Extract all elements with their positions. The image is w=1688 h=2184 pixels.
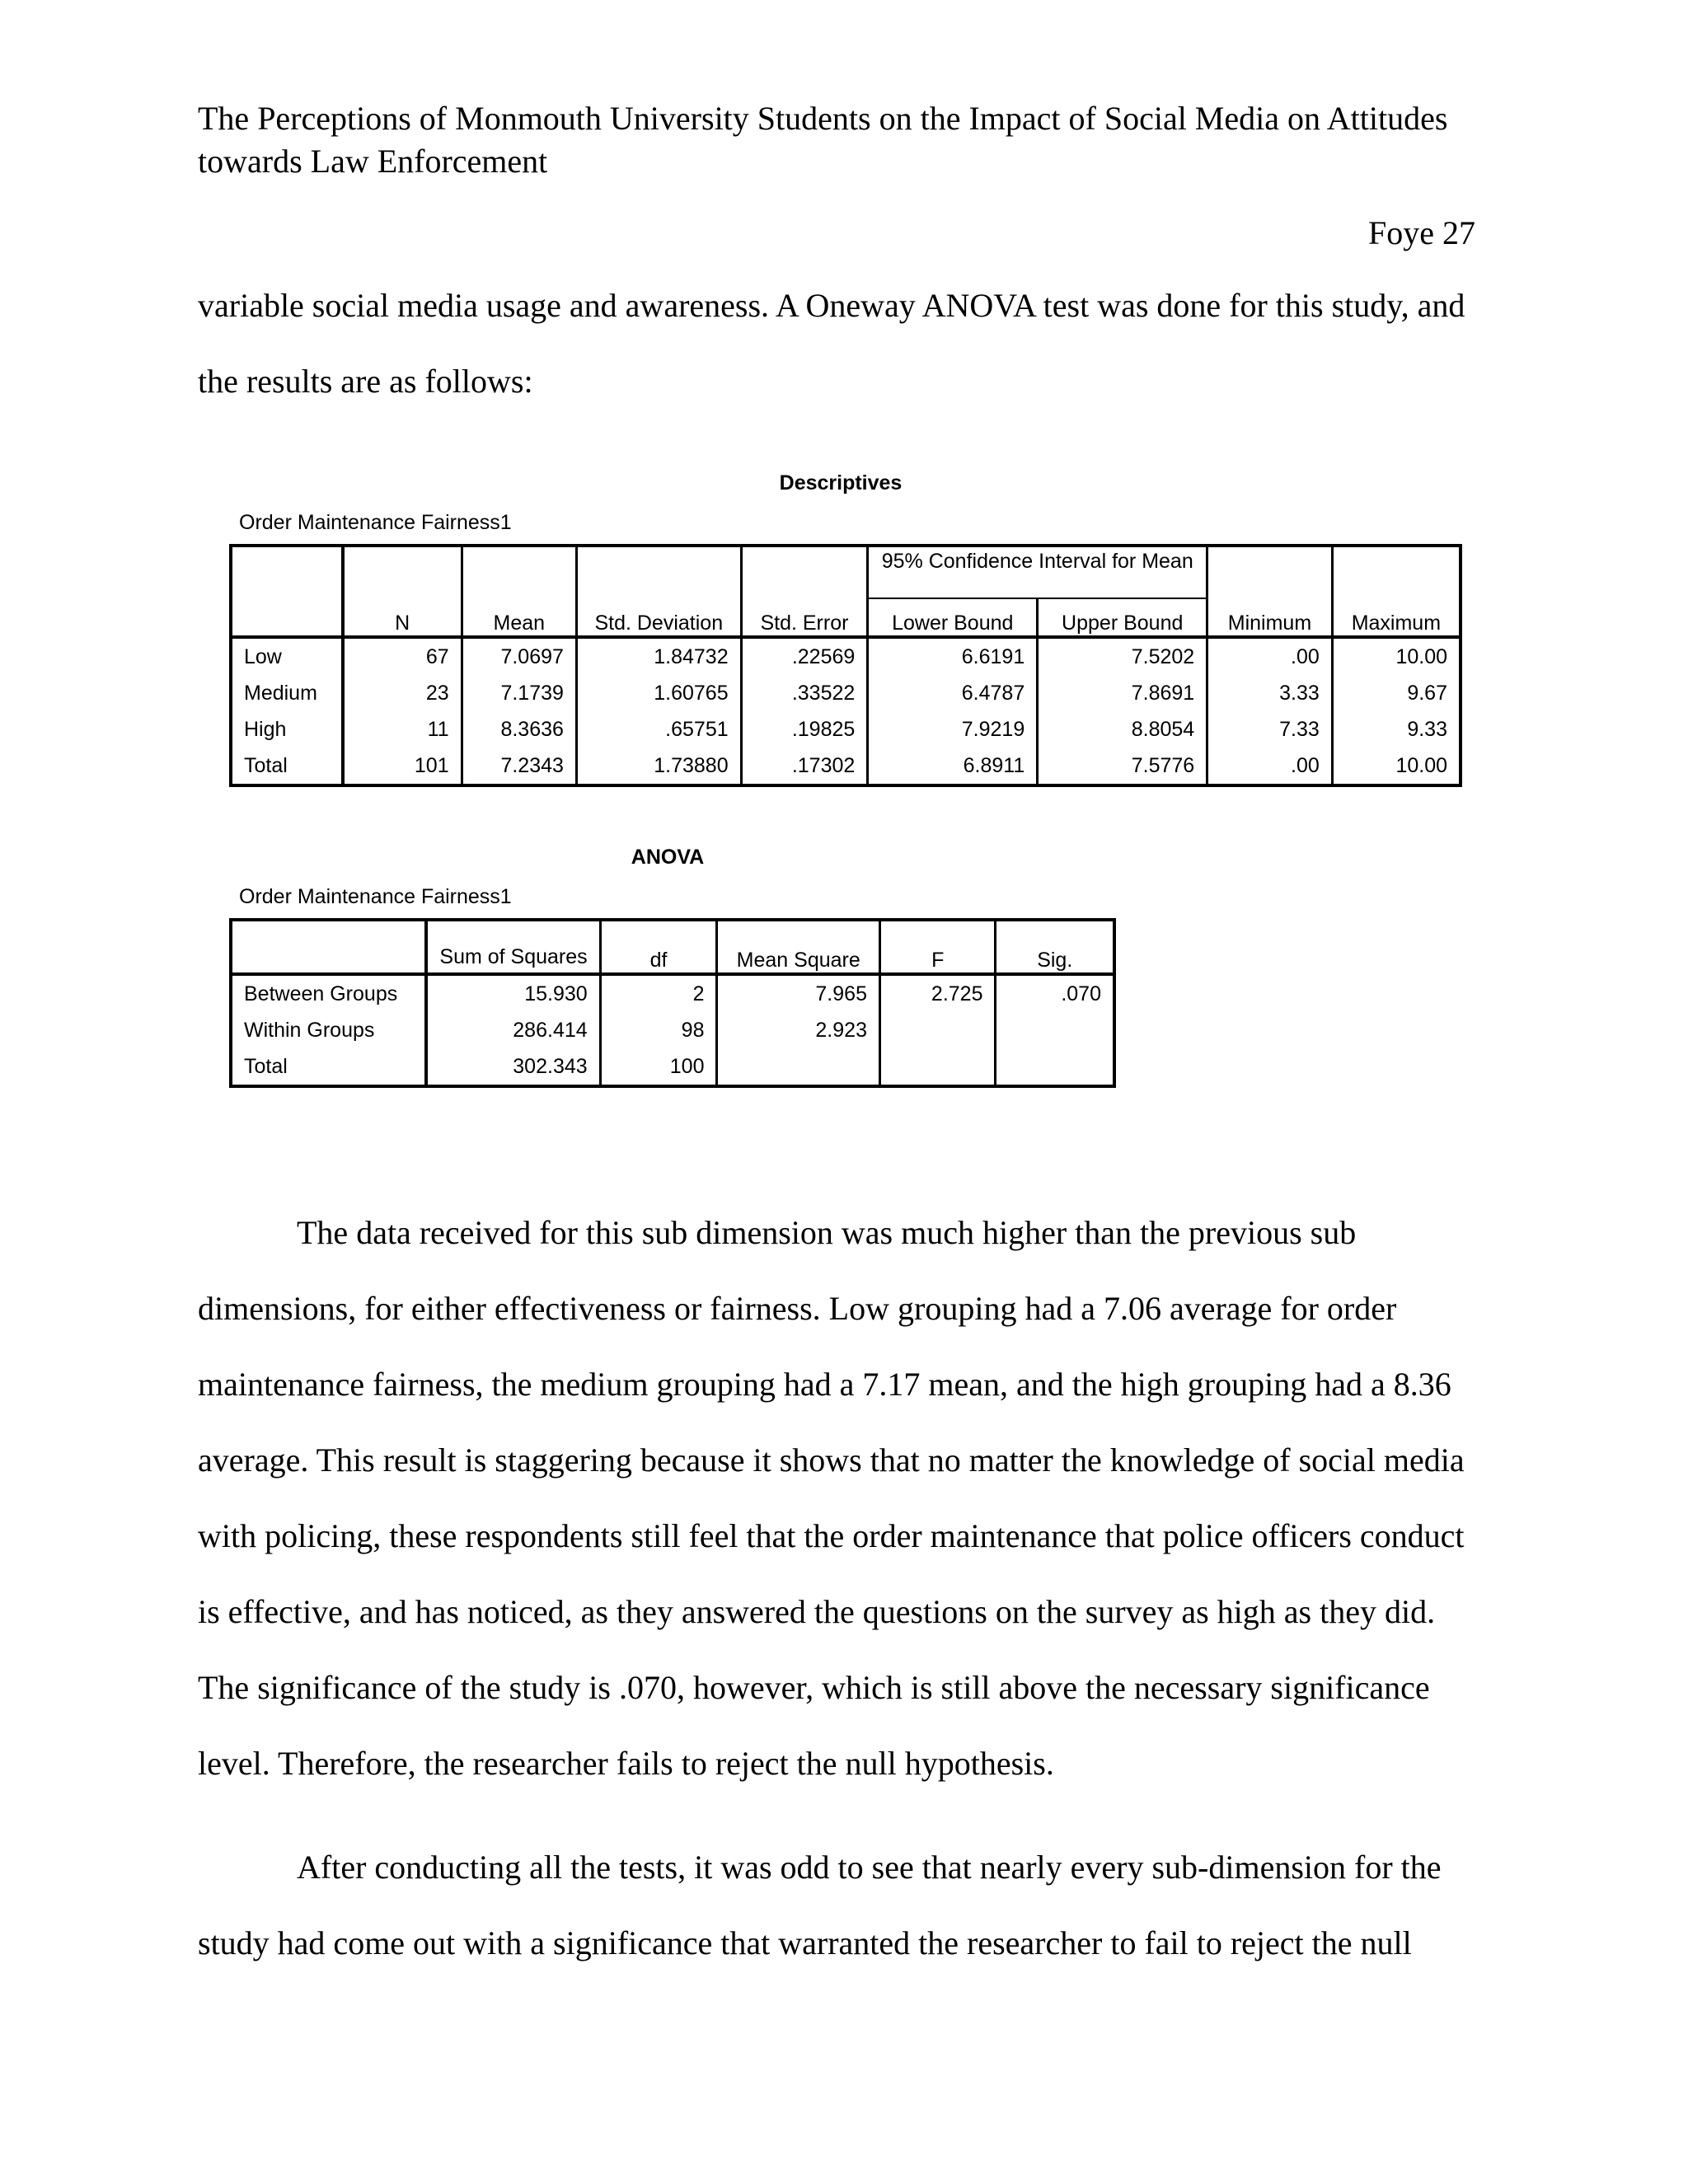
- table-cell: 15.930: [426, 974, 600, 1012]
- row-label: Medium: [231, 675, 343, 711]
- anova-table: [229, 918, 1116, 1088]
- table-cell: 11: [343, 711, 462, 748]
- table-cell: 1.84732: [576, 637, 741, 675]
- descriptives-title: Descriptives: [779, 471, 903, 494]
- row-label: High: [231, 711, 343, 748]
- table-row: [231, 711, 1461, 748]
- table-cell: 7.5202: [1038, 637, 1207, 675]
- col-header: Std. Deviation: [576, 598, 741, 637]
- discussion-paragraph: The data received for this sub dimension was much higher than the previous sub dimensions, for either effectiveness or fairness. Low grouping had a 7.06 average for order maintenance fairness, the medium grouping had a 7.17 mean, and the high grouping had a 8.36 average. This result is staggering because it shows that no matter the knowledge of social media with policing, these respondents still feel that the order maintenance that police officers conduct is effective, and has noticed, as they answered the questions on the survey as high as they did. The significance of the study is .070, however, which is still above the necessary significance level. Therefore, the researcher fails to reject the null hypothesis.: [198, 1214, 1465, 1782]
- descriptives-table: [229, 544, 1462, 787]
- table-cell: 2.923: [717, 1012, 879, 1048]
- table-cell: 7.2343: [462, 748, 576, 785]
- table-cell: 1.73880: [576, 748, 741, 785]
- table-cell: .00: [1207, 748, 1333, 785]
- descriptives-corner-cell: [231, 546, 343, 598]
- table-cell: 6.6191: [868, 637, 1038, 675]
- table-cell: .00: [1207, 637, 1333, 675]
- row-label: Low: [231, 637, 343, 675]
- table-cell: 100: [600, 1048, 717, 1086]
- table-cell: 8.3636: [462, 711, 576, 748]
- table-cell: 8.8054: [1038, 711, 1207, 748]
- running-title: The Perceptions of Monmouth University Students on the Impact of Social Media on Attitudes towards Law Enforcement: [198, 100, 1448, 180]
- table-cell: .22569: [741, 637, 868, 675]
- table-cell: 7.0697: [462, 637, 576, 675]
- table-cell: [879, 1048, 996, 1086]
- col-header: df: [600, 920, 717, 974]
- ci-header: 95% Confidence Interval for Mean: [868, 546, 1207, 598]
- table-cell: 2.725: [879, 974, 996, 1012]
- table-cell: 7.9219: [868, 711, 1038, 748]
- table-cell: 98: [600, 1012, 717, 1048]
- col-header: Upper Bound: [1038, 598, 1207, 637]
- page-number: Foye 27: [1368, 214, 1475, 251]
- table-cell: 101: [343, 748, 462, 785]
- table-cell: .33522: [741, 675, 868, 711]
- table-cell: [717, 1048, 879, 1086]
- table-cell: 9.33: [1407, 717, 1447, 741]
- table-cell: 7.1739: [462, 675, 576, 711]
- table-row: [231, 748, 1461, 785]
- col-header: Mean Square: [717, 920, 879, 974]
- table-cell: [996, 1012, 1114, 1048]
- table-cell: .070: [1061, 982, 1101, 1005]
- col-header: Minimum: [1207, 598, 1333, 637]
- row-label: Total: [231, 748, 343, 785]
- table-row: [231, 637, 1461, 675]
- table-row: [231, 1048, 1114, 1086]
- col-header: Maximum: [1332, 598, 1461, 637]
- table-cell: 10.00: [1395, 753, 1447, 777]
- table-row: [231, 1012, 1114, 1048]
- table-cell: 6.4787: [868, 675, 1038, 711]
- table-cell: 23: [343, 675, 462, 711]
- table-row: [231, 675, 1461, 711]
- intro-paragraph: variable social media usage and awareness. A Oneway ANOVA test was done for this study, and the results are as follows:: [198, 287, 1465, 400]
- table-cell: .17302: [741, 748, 868, 785]
- table-cell: 7.33: [1207, 711, 1333, 748]
- table-cell: 9.67: [1407, 681, 1447, 705]
- col-header: F: [879, 920, 996, 974]
- anova-title: ANOVA: [631, 846, 705, 869]
- table-cell: 1.60765: [576, 675, 741, 711]
- table-cell: 7.965: [717, 974, 879, 1012]
- table-cell: 302.343: [426, 1048, 600, 1086]
- conclusion-paragraph: After conducting all the tests, it was odd to see that nearly every sub-dimension for the study had come out with a significance that warranted the researcher to fail to reject the null: [198, 1849, 1442, 1961]
- table-cell: [996, 1048, 1114, 1086]
- row-label: Within Groups: [231, 1012, 426, 1048]
- anova-variable-label: Order Maintenance Fairness1: [239, 885, 512, 908]
- row-label: Total: [231, 1048, 426, 1086]
- descriptives-variable-label: Order Maintenance Fairness1: [239, 511, 512, 534]
- table-cell: 3.33: [1207, 675, 1333, 711]
- col-header: Mean: [462, 598, 576, 637]
- table-cell: [879, 1012, 996, 1048]
- table-cell: 6.8911: [868, 748, 1038, 785]
- col-header: Lower Bound: [868, 598, 1038, 637]
- table-cell: 7.5776: [1038, 748, 1207, 785]
- table-row: [231, 974, 1114, 1012]
- col-header: N: [343, 598, 462, 637]
- table-cell: .19825: [741, 711, 868, 748]
- table-cell: 7.8691: [1038, 675, 1207, 711]
- col-header: Sum of Squares: [426, 920, 600, 974]
- row-label: Between Groups: [231, 974, 426, 1012]
- col-header: Sig.: [996, 920, 1114, 974]
- table-cell: 286.414: [426, 1012, 600, 1048]
- col-header: Std. Error: [741, 598, 868, 637]
- table-cell: 10.00: [1395, 644, 1447, 668]
- table-cell: 2: [600, 974, 717, 1012]
- table-cell: .65751: [576, 711, 741, 748]
- table-cell: 67: [343, 637, 462, 675]
